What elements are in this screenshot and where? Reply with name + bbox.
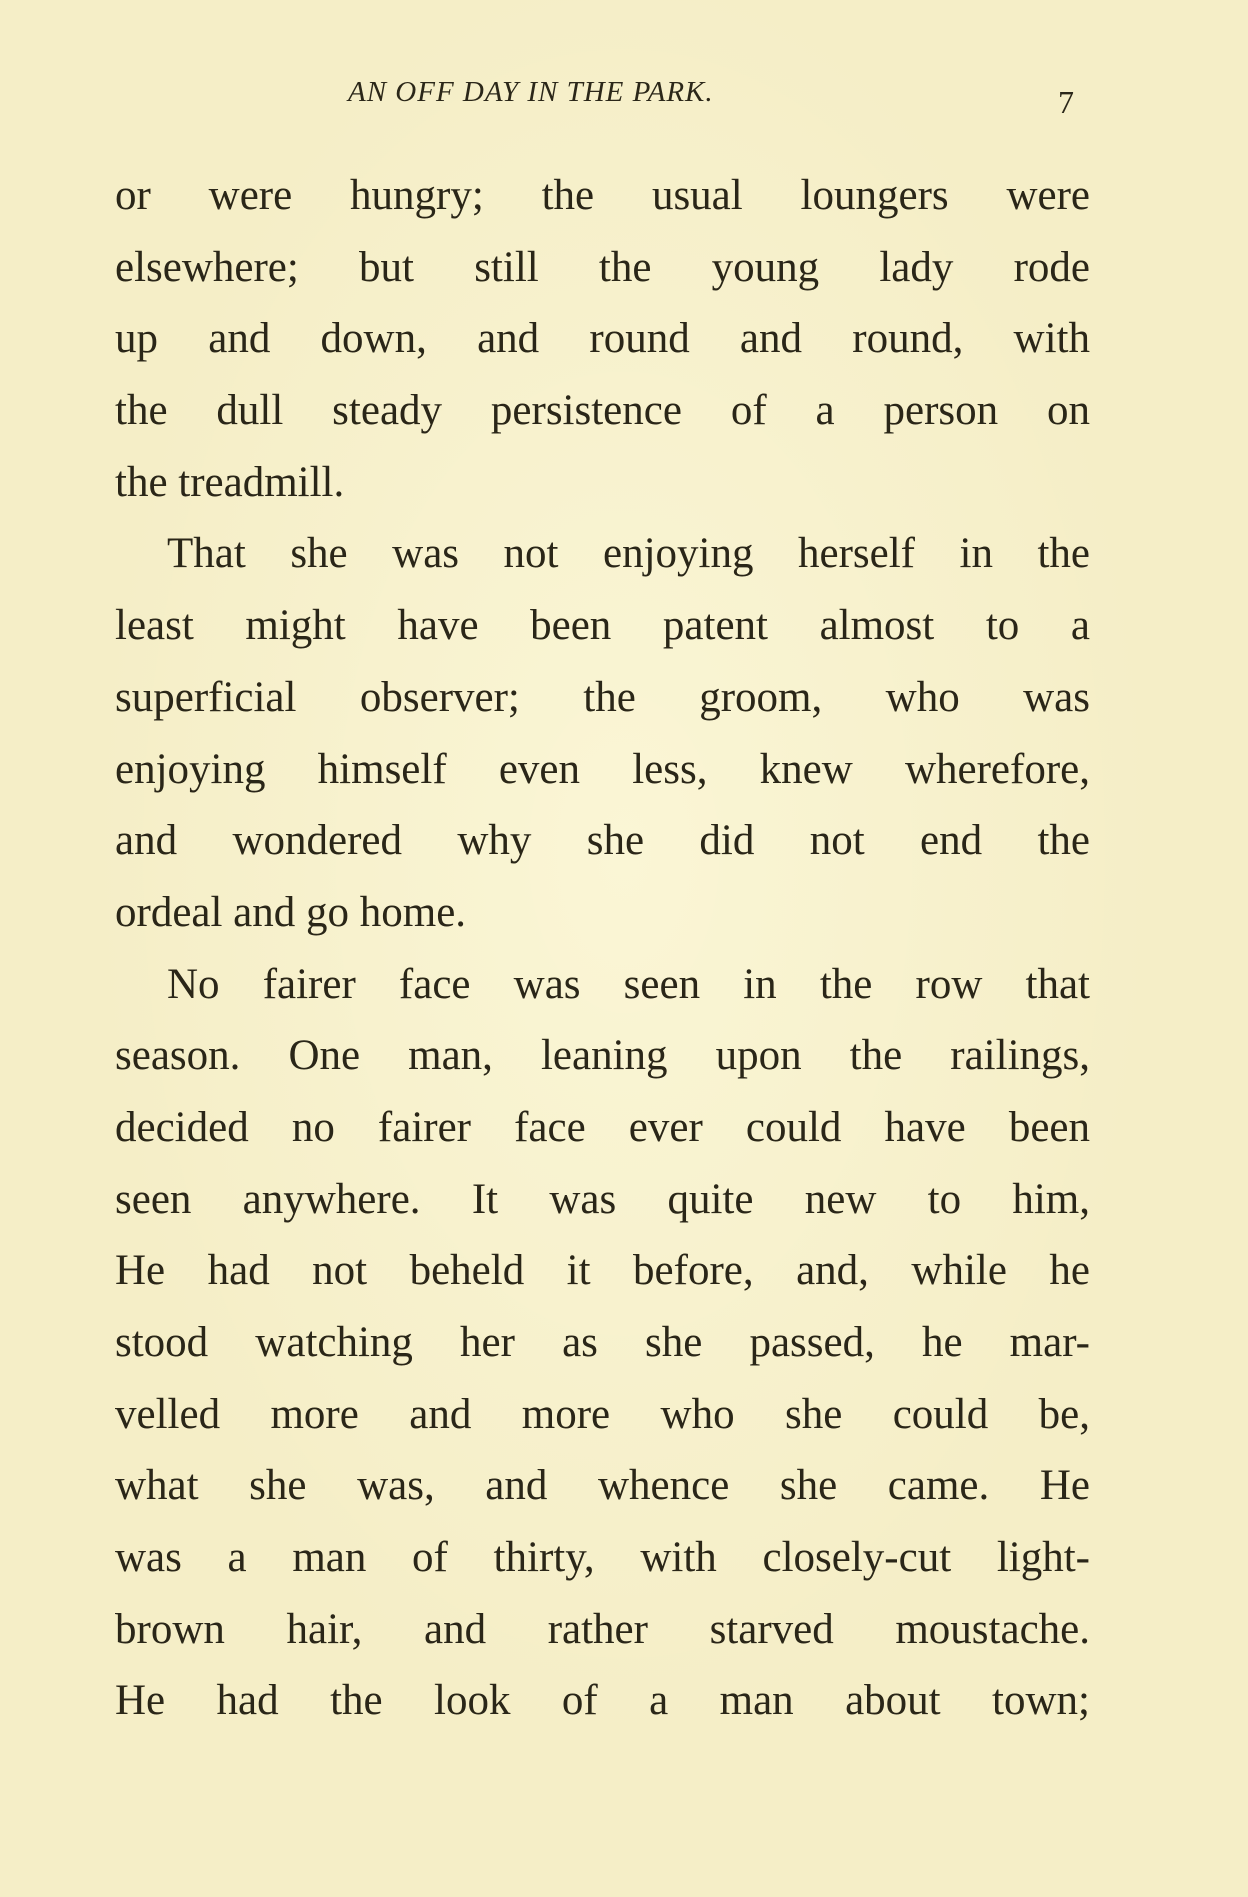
text-line: ordeal and go home.	[115, 888, 467, 936]
text-line: or were hungry; the usual loungers were	[115, 172, 1090, 219]
text-line: the treadmill.	[115, 458, 345, 506]
page-number: 7	[1058, 84, 1074, 120]
running-title: AN OFF DAY IN THE PARK.	[348, 76, 714, 108]
text-line: superficial observer; the groom, who was	[115, 673, 1090, 721]
text-line: up and down, and round and round, with	[115, 315, 1090, 363]
text-line: and wondered why she did not end the	[115, 817, 1090, 865]
text-line: least might have been patent almost to a	[115, 602, 1090, 650]
page-header	[0, 76, 1248, 126]
text-line: enjoying himself even less, knew wherefore,	[115, 745, 1090, 793]
text-line: elsewhere; but still the young lady rode	[115, 243, 1090, 291]
body-text	[115, 160, 1090, 1737]
text-line: He had the look of a man about town;	[115, 1677, 1090, 1725]
text-line: season. One man, leaning upon the railings,	[115, 1032, 1090, 1080]
text-line: brown hair, and rather starved moustache.	[115, 1605, 1090, 1653]
text-line: He had not beheld it before, and, while he	[115, 1247, 1090, 1295]
text-line: That she was not enjoying herself in the	[167, 530, 1090, 578]
text-line: seen anywhere. It was quite new to him,	[115, 1175, 1090, 1223]
text-line: velled more and more who she could be,	[115, 1390, 1090, 1438]
text-line: what she was, and whence she came. He	[115, 1462, 1090, 1510]
text-line: stood watching her as she passed, he mar-	[115, 1319, 1090, 1366]
text-line: was a man of thirty, with closely-cut light-	[115, 1534, 1090, 1582]
text-line: the dull steady persistence of a person on	[115, 387, 1090, 435]
text-line: decided no fairer face ever could have been	[115, 1103, 1090, 1151]
text-line: No fairer face was seen in the row that	[167, 960, 1090, 1008]
